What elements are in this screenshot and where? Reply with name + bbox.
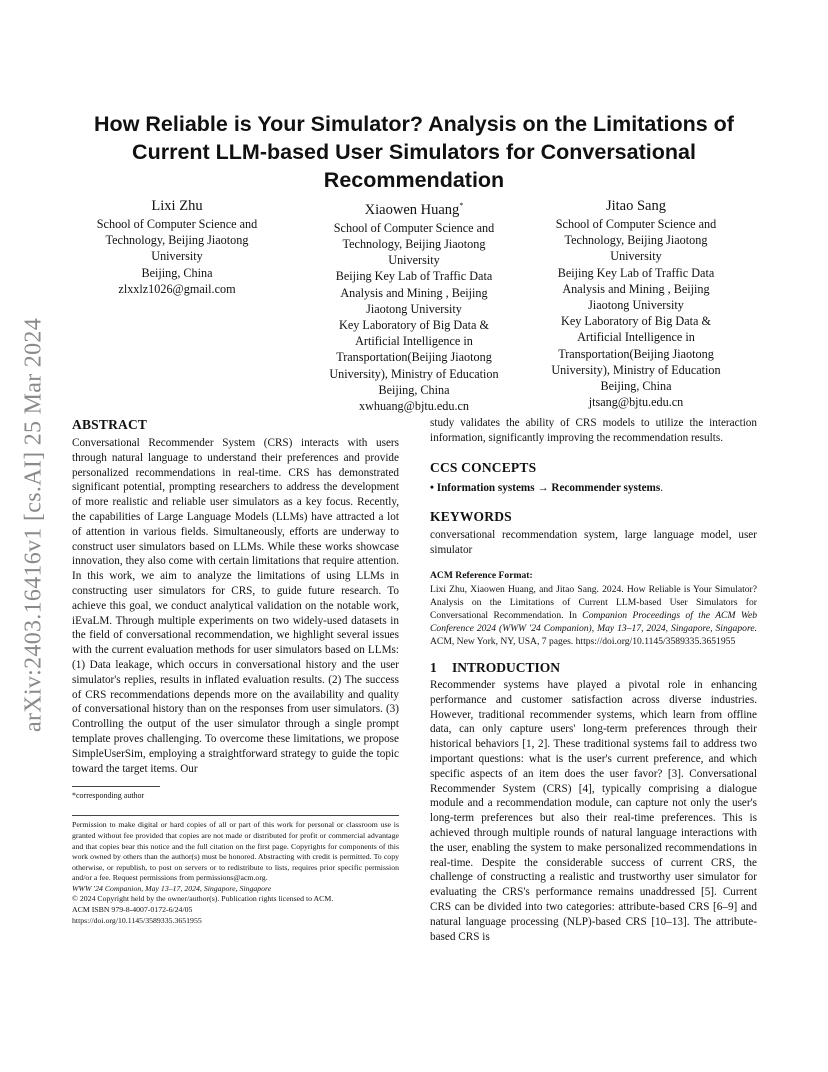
affiliation-line: Transportation(Beijing Jiaotong — [336, 350, 492, 365]
corresponding-author-footnote: *corresponding author — [72, 791, 145, 801]
author-1 — [72, 196, 282, 297]
permission-divider — [72, 815, 399, 816]
affiliation-line: Beijing Key Lab of Traffic Data — [557, 265, 715, 280]
permission-block — [72, 820, 399, 926]
affiliation-line: Transportation(Beijing Jiaotong — [558, 346, 714, 361]
corresponding-marker: * — [459, 201, 464, 210]
affiliation-line: University), Ministry of Education — [329, 366, 499, 381]
footnote-divider — [72, 786, 160, 787]
introduction-text: Recommender systems have played a pivotal role in enhancing performance and customer satisfaction across diverse industries. However, traditional recommender systems, which learn from offline data, can only capture users' long-term preferences through their historical behaviors [1, 2]. These traditional systems fail to address two important questions: what is the user's current preference, and which specific aspects of an item does the user favor? [3]. Conversational Recommender System (CRS) [4], typically comprising a dialogue module and a recommendation module, can capture not only the user's long-term preferences but also their real-time preferences. This is achieved through multiple rounds of natural language interactions with the user, enabling the system to make personalized recommendations in real-time. Despite the considerable success of current CRS, the challenge of constructing a realistic and trustworthy user simulator for evaluating the CRS's performance remains unaddressed [5]. Current CRS can be divided into two categories: attribute-based CRS [6–9] and natural language processing (NLP)-based CRS [10–13]. The attribute-based CRS is — [430, 678, 757, 943]
affiliation-line: Artificial Intelligence in — [577, 330, 695, 345]
section-title: INTRODUCTION — [452, 659, 561, 675]
affiliation-line: Analysis and Mining , Beijing — [562, 281, 710, 296]
keywords-heading: KEYWORDS — [430, 509, 512, 525]
section-number: 1 — [430, 659, 437, 675]
affiliation-line: University — [151, 249, 203, 264]
author-name-text: Xiaowen Huang — [364, 201, 460, 218]
left-column — [72, 416, 399, 926]
right-column — [430, 416, 757, 944]
affiliation-line: Technology, Beijing Jiaotong — [342, 237, 486, 252]
author-email[interactable]: jtsang@bjtu.edu.cn — [588, 395, 684, 410]
affiliation-line: Beijing, China — [600, 379, 672, 394]
affiliation-line: Technology, Beijing Jiaotong — [105, 233, 249, 248]
affiliation-line: Jiaotong University — [588, 298, 684, 313]
ccs-item: • Information systems → Recommender systems — [430, 481, 661, 494]
author-3 — [531, 196, 741, 410]
affiliation-line: School of Computer Science and — [333, 220, 495, 235]
author-name: Lixi Zhu — [151, 198, 203, 214]
author-name — [309, 196, 519, 220]
affiliation-line: University — [388, 253, 440, 268]
affiliation-line: University — [610, 249, 662, 264]
author-2 — [309, 196, 519, 414]
author-name: Jitao Sang — [605, 198, 666, 214]
reference-format-label: ACM Reference Format: — [430, 569, 533, 581]
isbn-line: ACM ISBN 979-8-4007-0172-6/24/05 — [72, 905, 193, 915]
affiliation-line: University), Ministry of Education — [551, 362, 721, 377]
arxiv-id: arXiv:2403.16416v1 [cs.AI] 25 Mar 2024 — [20, 318, 47, 732]
reference-format-text — [430, 583, 757, 648]
affiliation-line: Analysis and Mining , Beijing — [340, 285, 488, 300]
affiliation-line: Key Laboratory of Big Data & — [339, 318, 489, 333]
keywords-text: conversational recommendation system, large language model, user simulator — [430, 529, 757, 557]
affiliation-line: Beijing, China — [141, 265, 213, 280]
affiliation-line: School of Computer Science and — [96, 217, 258, 231]
ccs-concepts — [430, 481, 757, 496]
affiliation-line: Key Laboratory of Big Data & — [561, 314, 711, 329]
reference-venue: Companion Proceedings of the ACM Web Conference 2024 (WWW '24 Companion), May 13–17, 2024, Singapore, Singapore. — [430, 609, 757, 634]
introduction-heading — [430, 660, 757, 676]
abstract-heading: ABSTRACT — [72, 417, 148, 432]
abstract-text: Conversational Recommender System (CRS) interacts with users through natural language to understand their preferences and provide personalized recommendations in real-time. CRS has demonstrated significant potential, prompting researchers to address the development of more realistic and reliable user simulators as a key focus. Recently, the capabilities of Large Language Models (LLMs) have attracted a lot of attention in various fields. Simultaneously, efforts are underway to construct user simulators based on LLMs. While these works showcase innovation, they also come with certain limitations that require attention. In this work, we aim to analyze the limitations of using LLMs in constructing user simulators for CRS, to guide future research. To achieve this goal, we conduct analytical validation on the notable work, iEvaLM. Through multiple experiments on two widely-used datasets in the field of conversational recommendation, we highlight several issues with the current evaluation methods for user simulators based on LLMs: (1) Data leakage, which occurs in conversational history and the user simulator's replies, results in inflated evaluation results. (2) The success of CRS recommendations depends more on the availability and quality of conversational history than on the responses from user simulators. (3) Controlling the output of the user simulator through a single prompt template proves challenging. To overcome these limitations, we propose SimpleUserSim, employing a straightforward strategy to guide the topic toward the target items. Our — [72, 437, 399, 775]
ccs-period: . — [660, 481, 664, 494]
affiliation-line: Jiaotong University — [366, 301, 462, 316]
affiliation-line: Technology, Beijing Jiaotong — [564, 233, 708, 248]
affiliation-line: Beijing, China — [378, 382, 450, 397]
ccs-heading: CCS CONCEPTS — [430, 459, 537, 475]
affiliation-line: Beijing Key Lab of Traffic Data — [335, 269, 493, 284]
affiliation-line: School of Computer Science and — [555, 217, 717, 231]
venue-line: WWW '24 Companion, May 13–17, 2024, Singapore, Singapore — [72, 883, 272, 893]
arxiv-stamp — [14, 290, 54, 760]
author-email[interactable]: xwhuang@bjtu.edu.cn — [358, 399, 470, 414]
author-email[interactable]: zlxxlz1026@gmail.com — [118, 281, 236, 296]
abstract-continuation: study validates the ability of CRS models to utilize the interaction information, significantly improving the recommendation results. — [430, 417, 757, 444]
reference-text-part: Lixi Zhu, Xiaowen Huang, and Jitao Sang. 2024. How Reliable is Your Simulator? Analysis on the Limitations of Current LLM-based User Simulators for Conversational Recommendation. In — [430, 583, 757, 621]
copyright-line: © 2024 Copyright held by the owner/author(s). Publication rights licensed to ACM. — [72, 894, 334, 904]
paper-title: How Reliable is Your Simulator? Analysis on the Limitations of Current LLM-based User Simulators for Conversational Recommendation — [94, 112, 734, 192]
doi-link[interactable]: https://doi.org/10.1145/3589335.3651955 — [72, 915, 202, 925]
permission-text: Permission to make digital or hard copies of all or part of this work for personal or classroom use is granted without fee provided that copies are not made or distributed for profit or commercial advantage and that copies bear this notice and the full citation on the first page. Copyrights for components of this work owned by others than the author(s) must be honored. Abstracting with credit is permitted. To copy otherwise, or republish, to post on servers or to redistribute to lists, requires prior specific permission and/or a fee. Request permissions from permissions@acm.org. — [72, 820, 399, 883]
affiliation-line: Artificial Intelligence in — [355, 334, 473, 349]
reference-text-part: ACM, New York, NY, USA, 7 pages. https://doi.org/10.1145/3589335.3651955 — [430, 635, 736, 647]
